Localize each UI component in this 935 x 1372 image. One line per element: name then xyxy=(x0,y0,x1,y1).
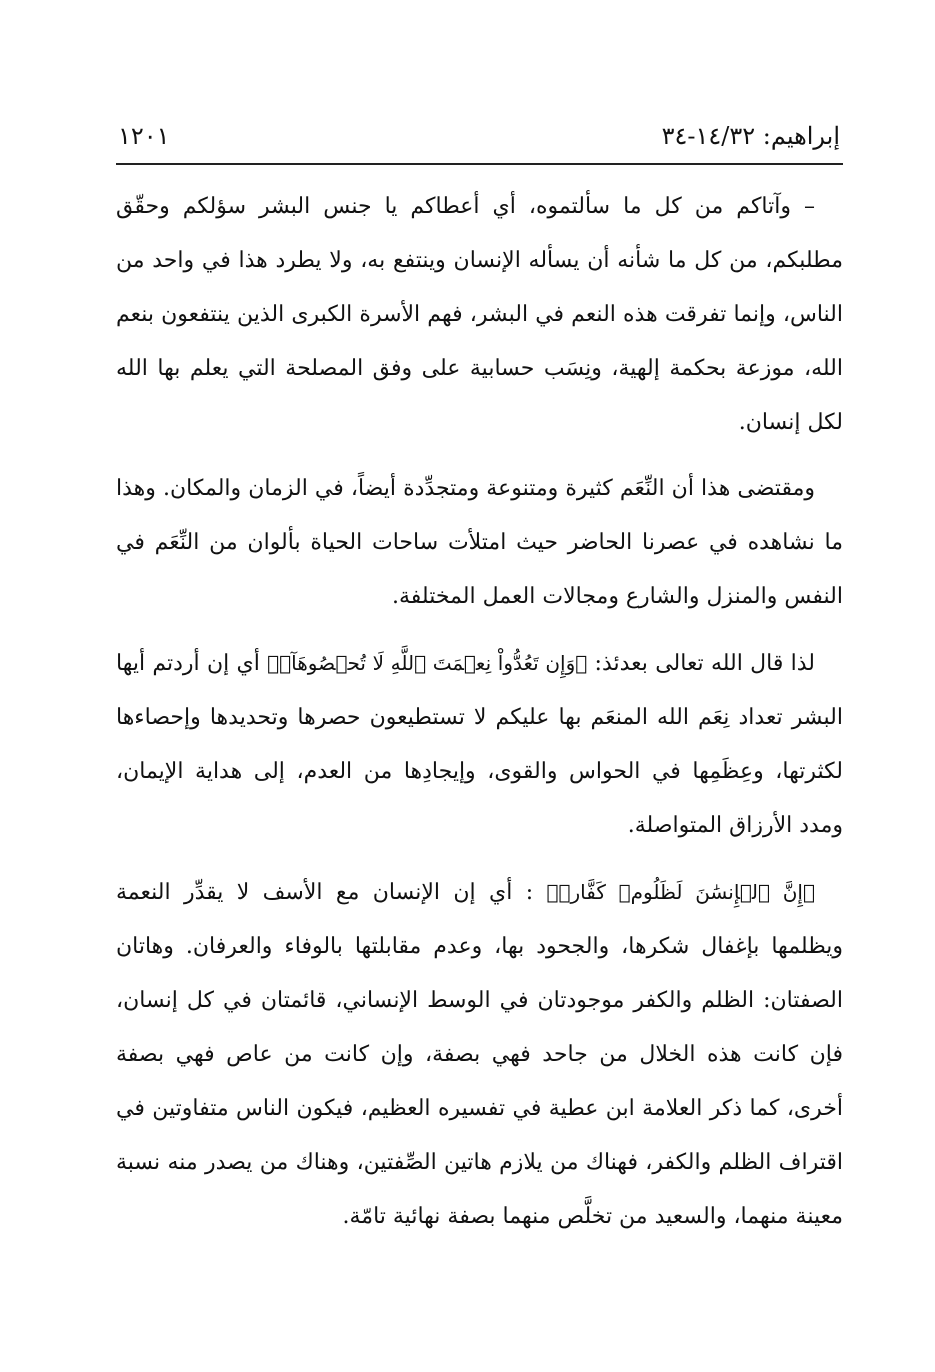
page-body xyxy=(116,180,843,1256)
chapter-reference: إبراهيم: ١٤/٣٢-٣٤ xyxy=(661,122,840,150)
quran-verse-2: ﴿إِنَّ ٱلۡإِنسَٰنَ لَظَلُومٞ كَفَّارٞ﴾ xyxy=(546,880,815,904)
paragraph-3-commentary: أي إن أردتم أيها البشر تعداد نِعَم الله المنعَم بها عليكم لا تستطيعون حصرها وتحديدها وإحصاءها لكثرتها، وعِظَمِها في الحواس والقوى، وإيجادِها من العدم، إلى هداية الإيمان، ومدد الأرزاق المتواصلة. xyxy=(116,651,843,838)
page-number: ١٢٠١ xyxy=(118,122,170,150)
page-header xyxy=(118,118,840,154)
paragraph-4 xyxy=(116,865,843,1244)
paragraph-3 xyxy=(116,636,843,853)
quran-verse-1: ﴿وَإِن تَعُدُّواْ نِعۡمَتَ ٱللَّهِ لَا تُحۡصُوهَآۗ﴾ xyxy=(267,651,588,675)
paragraph-3-intro: لذا قال الله تعالى بعدئذ: xyxy=(587,651,815,676)
paragraph-2-text: ومقتضى هذا أن النِّعَم كثيرة ومتنوعة ومتجدِّدة أيضاً، في الزمان والمكان. وهذا ما نشاهده في عصرنا الحاضر حيث امتلأت ساحات الحياة بألوان من النِّعَم في النفس والمنزل والشارع ومجالات العمل المختلفة. xyxy=(116,476,843,609)
paragraph-1-text: – وآتاكم من كل ما سألتموه، أي أعطاكم يا جنس البشر سؤلكم وحقّق مطلبكم، من كل ما شأنه أن يسأله الإنسان وينتفع به، ولا يطرد هذا في واحد من الناس، وإنما تفرقت هذه النعم في البشر، فهم الأسرة الكبرى الذين ينتفعون بنعم الله، موزعة بحكمة إلهية، ونِسَب حسابية على وفق المصلحة التي يعلم بها الله لكل إنسان. xyxy=(116,194,843,435)
paragraph-4-commentary: : أي إن الإنسان مع الأسف لا يقدِّر النعمة ويظلمها بإغفال شكرها، والجحود بها، وعدم مقابلتها بالوفاء والعرفان. وهاتان الصفتان: الظلم والكفر موجودتان في الوسط الإنساني، قائمتان في كل إنسان، فإن كانت هذه الخلال من جاحد فهي بصفة، وإن كانت من عاص فهي بصفة أخرى، كما ذكر العلامة ابن عطية في تفسيره العظيم، فيكون الناس متفاوتين في اقتراف الظلم والكفر، فهناك من يلازم هاتين الصِّفتين، وهناك من يصدر منه نسبة معينة منهما، والسعيد من تخلَّص منهما بصفة نهائية تامّة. xyxy=(116,880,843,1229)
header-divider xyxy=(116,163,843,165)
paragraph-1 xyxy=(116,180,843,450)
paragraph-2 xyxy=(116,462,843,624)
